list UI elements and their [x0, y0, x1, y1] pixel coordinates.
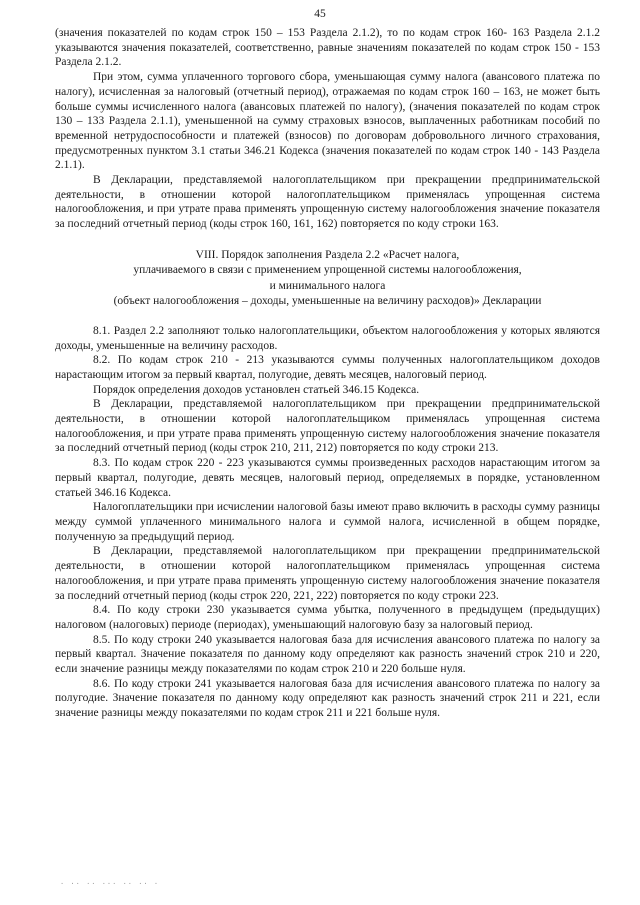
paragraph: (значения показателей по кодам строк 150 – 153 Раздела 2.1.2), то по кодам строк 160- 163 Раздела 2.1.2 указываются значения показателей, соответственно, равные значениям показателей по кодам строк 150 - 153 Раздела 2.1.2. — [55, 27, 600, 69]
paragraph: 8.4. По коду строки 230 указывается сумма убытка, полученного в предыдущем (предыдущих) налоговом (налоговых) периоде (периодах), уменьшающий налоговую базу за налоговый период. — [55, 604, 600, 631]
paragraph: 8.6. По коду строки 241 указывается налоговая база для исчисления авансового платежа по налогу за полугодие. Значение показателя по данному коду определяют как разность значений строк 211 и 221, если значение разницы между показателями по кодам строк 211 и 221 больше нуля. — [55, 677, 600, 720]
document-body — [55, 26, 600, 721]
paragraph: При этом, сумма уплаченного торгового сбора, уменьшающая сумму налога (авансового платежа по налогу), исчисленная за налоговый (отчетный период), отражаемая по кодам строк 160 – 163, не может быть больше суммы исчисленного налога (авансовых платежей по налогу), (значения показателей по кодам строк 130 – 133 Раздела 2.1.1), уменьшенной на сумму страховых взносов, выплаченных работникам пособий по временной нетрудоспособности и платежей (взносов) по договорам добровольного личного страхования, предусмотренных пунктом 3.1 статьи 346.21 Кодекса (значения показателей по кодам строк 140 - 143 Раздела 2.1.1). — [55, 71, 600, 172]
section-heading-line: уплачиваемого в связи с применением упрощенной системы налогообложения, — [133, 264, 522, 277]
paragraph: Налогоплательщики при исчислении налоговой базы имеют право включить в расходы сумму разницы между суммой уплаченного минимального налога и суммой налога, исчисленной в общем порядке, полученную за предыдущий период. — [55, 501, 600, 543]
section-heading-line: и минимального налога — [269, 279, 386, 292]
paragraph: 8.3. По кодам строк 220 - 223 указываются суммы произведенных расходов нарастающим итогом за первый квартал, полугодие, девять месяцев, налоговый период, определяемых в порядке, установленном статьей 346.16 Кодекса. — [55, 457, 600, 499]
scan-noise-mark: · ·· ·· ··· ·· ·· · — [60, 880, 160, 888]
page-number: 45 — [314, 8, 326, 20]
section-heading — [55, 248, 600, 310]
paragraph: 8.1. Раздел 2.2 заполняют только налогоплательщики, объектом налогообложения у которых являются доходы, уменьшенные на величину расходов. — [55, 324, 600, 352]
paragraph: Порядок определения доходов установлен статьей 346.15 Кодекса. — [93, 383, 420, 396]
section-heading-line: VIII. Порядок заполнения Раздела 2.2 «Расчет налога, — [195, 248, 460, 261]
paragraph: В Декларации, представляемой налогоплательщиком при прекращении предпринимательской деятельности, в отношении которой налогоплательщиком применялась упрощенная система налогообложения, и при утрате права применять упрощенную систему налогообложения значение показателя за последний отчетный период (коды строк 160, 161, 162) повторяется по коду строки 163. — [55, 174, 600, 231]
paragraph: 8.2. По кодам строк 210 - 213 указываются суммы полученных налогоплательщиком доходов нарастающим итогом за первый квартал, полугодие, девять месяцев, налоговый период. — [55, 354, 600, 381]
paragraph: В Декларации, представляемой налогоплательщиком при прекращении предпринимательской деятельности, в отношении которой налогоплательщиком применялась упрощенная система налогообложения, и при утрате права применять упрощенную систему налогообложения значение показателя за последний отчетный период (коды строк 210, 211, 212) повторяется по коду строки 213. — [55, 398, 600, 455]
paragraph: 8.5. По коду строки 240 указывается налоговая база для исчисления авансового платежа по налогу за первый квартал. Значение показателя по данному коду определяют как разность значений строк 210 и 220, если значение разницы между показателями по кодам строк 210 и 220 больше нуля. — [55, 633, 600, 676]
section-heading-line: (объект налогообложения – доходы, уменьшенные на величину расходов)» Декларации — [113, 295, 542, 308]
paragraph: В Декларации, представляемой налогоплательщиком при прекращении предпринимательской деятельности, в отношении которой налогоплательщиком применялась упрощенная система налогообложения, и при утрате права применять упрощенную систему налогообложения значение показателя за последний отчетный период (коды строк 220, 221, 222) повторяется по коду строки 223. — [55, 545, 600, 602]
